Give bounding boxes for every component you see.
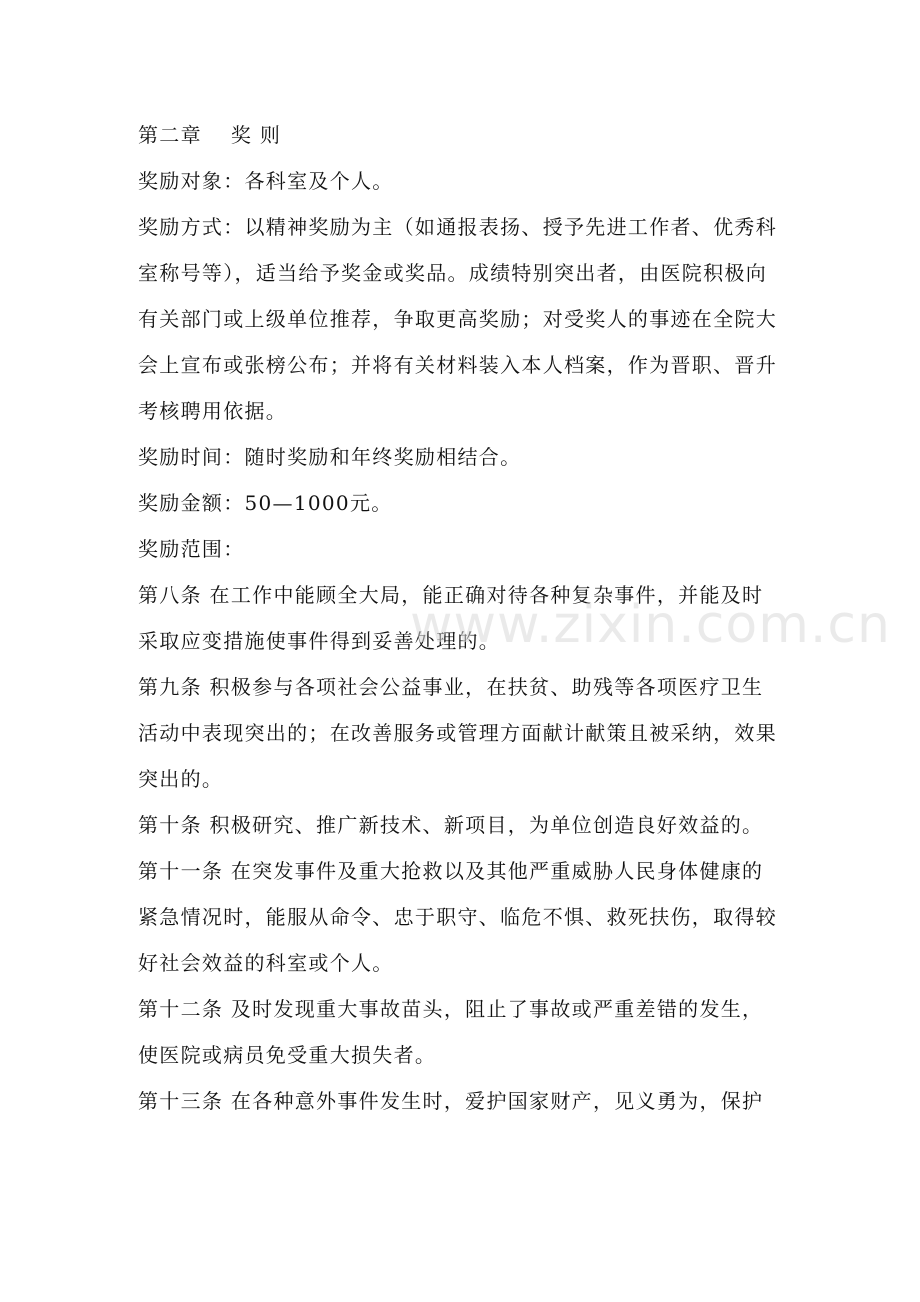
- text-line-reward-scope: 奖励范围：: [138, 537, 245, 561]
- article-9-line-1: 第九条 积极参与各项社会公益事业，在扶贫、助残等各项医疗卫生: [138, 675, 764, 699]
- text-line-reward-method-2: 室称号等），适当给予奖金或奖品。成绩特别突出者，由医院积极向: [138, 261, 767, 285]
- article-9-line-3: 突出的。: [138, 767, 224, 791]
- chapter-heading: 第二章 奖 则: [138, 123, 282, 147]
- article-11-line-3: 好社会效益的科室或个人。: [138, 951, 394, 975]
- document-body: [138, 112, 788, 1124]
- article-8-line-1: 第八条 在工作中能顾全大局，能正确对待各种复杂事件，并能及时: [138, 583, 764, 607]
- text-line-reward-target: 奖励对象：各科室及个人。: [138, 169, 394, 193]
- article-12-line-2: 使医院或病员免受重大损失者。: [138, 1043, 437, 1067]
- article-11-line-1: 第十一条 在突发事件及重大抢救以及其他严重威胁人民身体健康的: [138, 859, 764, 883]
- article-13-line-1: 第十三条 在各种意外事件发生时，爱护国家财产，见义勇为，保护: [138, 1089, 764, 1113]
- site-watermark: www.zixin.com.cn: [410, 595, 891, 655]
- text-line-reward-amount: 奖励金额：50—1000元。: [138, 491, 393, 515]
- text-line-reward-method-5: 考核聘用依据。: [138, 399, 288, 423]
- article-11-line-2: 紧急情况时，能服从命令、忠于职守、临危不惧、救死扶伤，取得较: [138, 905, 777, 929]
- text-line-reward-time: 奖励时间：随时奖励和年终奖励相结合。: [138, 445, 522, 469]
- article-9-line-2: 活动中表现突出的；在改善服务或管理方面献计献策且被采纳，效果: [138, 721, 777, 745]
- article-8-line-2: 采取应变措施使事件得到妥善处理的。: [138, 629, 501, 653]
- article-12-line-1: 第十二条 及时发现重大事故苗头，阻止了事故或严重差错的发生，: [138, 997, 764, 1021]
- text-line-reward-method-3: 有关部门或上级单位推荐，争取更高奖励；对受奖人的事迹在全院大: [138, 307, 777, 331]
- text-line-reward-method-4: 会上宣布或张榜公布；并将有关材料装入本人档案，作为晋职、晋升: [138, 353, 777, 377]
- text-line-reward-method-1: 奖励方式：以精神奖励为主（如通报表扬、授予先进工作者、优秀科: [138, 215, 777, 239]
- article-10-line-1: 第十条 积极研究、推广新技术、新项目，为单位创造良好效益的。: [138, 813, 764, 837]
